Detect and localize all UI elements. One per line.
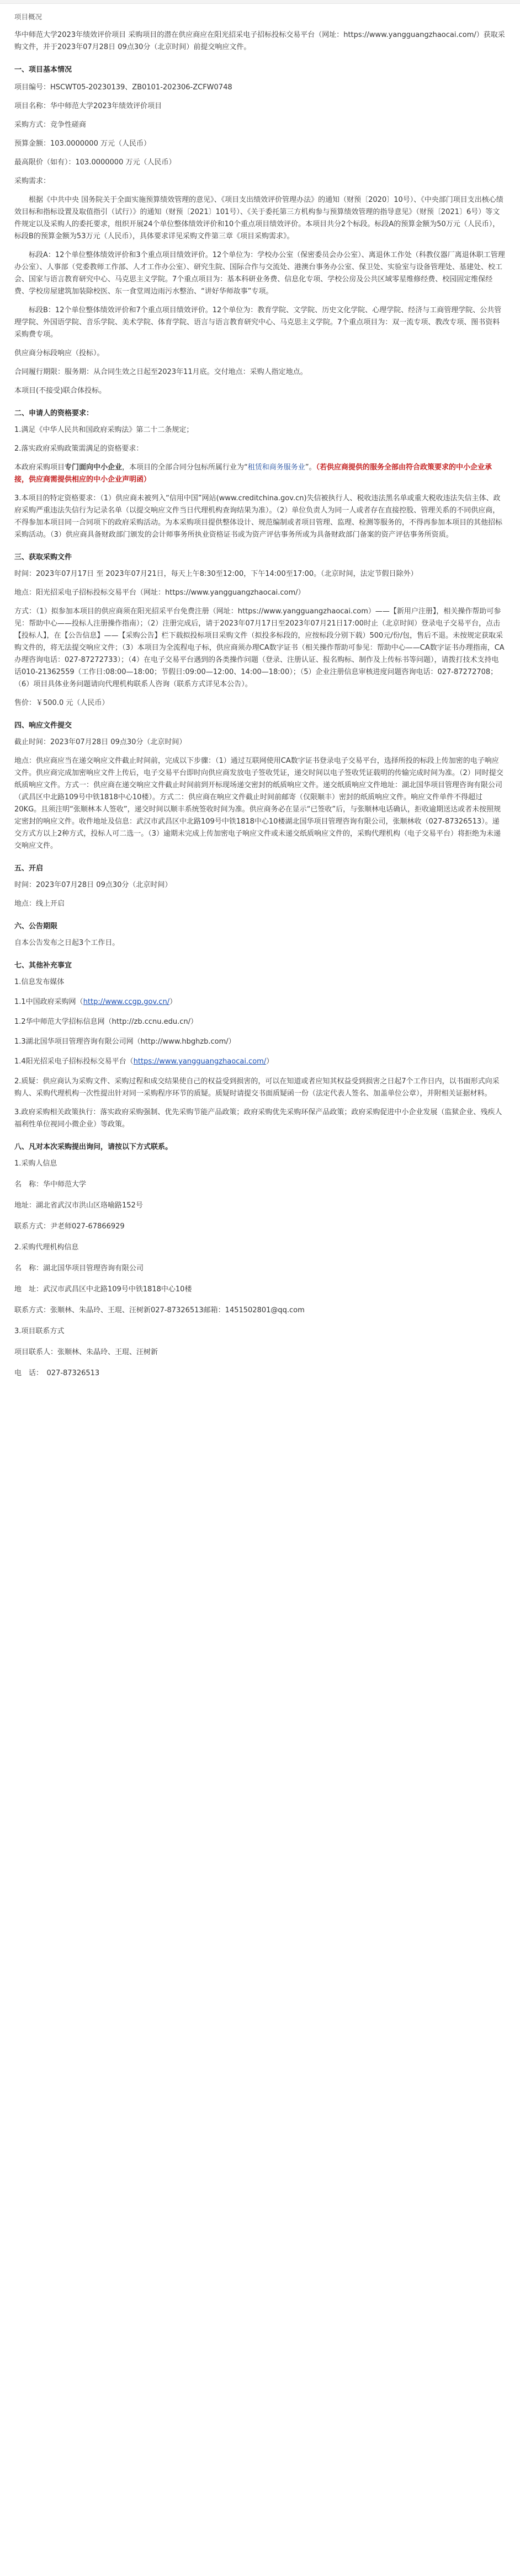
media-4-suffix: ）	[266, 1057, 274, 1066]
q2-text-a: 本政府采购项目	[14, 463, 65, 472]
media-1-suffix: ）	[169, 998, 177, 1006]
get-docs-method: 方式：（1）拟参加本项目的供应商须在阳光招采平台免费注册（网址：https://www.yangguangzhaocai.com）——【新用户注册】，相关操作帮助可参见：帮助中心——投标人注册操作指南）；（2）注册完成后，请于2023年07月17日至2023年07月21日17:00时止（北京时间）登录电子交易平台，点击【投标人】，在【公告信息】——【采购公告】栏下载拟投标项目采购文件（拟投多标段的，应按标段分别下载）500元/份/包，售后不退。未按规定获取采购文件的，将无法提交响应文件；（3）本项目为全流程电子标，供应商须办理CA数字证书（相关操作帮助可参见：帮助中心——CA数字证书办理指南，CA办理咨询电话：027-87272733）；（4）在电子交易平台遇到的各类操作问题（登录、注册认证、报名购标、制作及上传标书等问题），请拨打技术支持电话010-21362559（工作日:08:00—18:00；节假日:09:00—12:00、14:00—18:00）；（5）企业注册信息审核进度问题咨询电话：027-87272708；（6）项目具体业务问题请向代理机构联系人咨询（联系方式详见本公告）。	[14, 607, 505, 688]
section-7-title: 七、其他补充事宜	[14, 961, 72, 970]
q2-industry: 租赁和商务服务业	[247, 463, 305, 472]
section-8-title: 八、凡对本次采购提出询问，请按以下方式联系。	[14, 1143, 173, 1151]
get-docs-time: 时间：2023年07月17日 至 2023年07月21日，每天上午8:30至12:00，下午14:00至17:00。（北京时间，法定节假日除外）	[14, 570, 418, 578]
section-2-title: 二、申请人的资格要求：	[14, 409, 94, 418]
qualification-2-detail	[14, 462, 506, 486]
q2-text-e: ”。	[305, 463, 316, 472]
project-number: 项目编号：HSCWT05-20230139、ZB0101-202306-ZCFW0748	[14, 83, 232, 92]
q2-text-c: ，本项目的全部合同分包标所属行业为“	[122, 463, 248, 472]
media-1-prefix: 1.1中国政府采购网（	[14, 998, 83, 1006]
media-item-3: 1.3湖北国华项目管理咨询有限公司网（http://www.hbghzb.com/）	[14, 1038, 236, 1046]
section-5-title: 五、开启	[14, 864, 44, 873]
media-4-prefix: 1.4阳光招采电子招标投标交易平台（	[14, 1057, 134, 1066]
open-time: 时间：2023年07月28日 09点30分（北京时间）	[14, 881, 172, 889]
media-item-2: 1.2华中师范大学招标信息网（http://zb.ccnu.edu.cn/）	[14, 1018, 198, 1026]
q2-red-note: （若供应商提供的服务全部由符合政策要求的中小企业承接，供应商需提供相应的中小企业声明函）	[14, 463, 492, 484]
qualification-3: 3.本项目的特定资格要求：（1）供应商未被列入“信用中国”网站(www.creditchina.gov.cn)失信被执行人、税收违法黑名单或重大税收违法失信主体、政府采购严重违法失信行为记录名单（以提交响应文件当日代理机构查询结果为准）。（2）单位负责人为同一人或者存在直接控股、管理关系的不同供应商，不得参加本项目同一合同项下的政府采购活动。为本采购项目提供整体设计、规范编制或者项目管理、监理、检测等服务的，不得再参加本项目的其他招标采购活动。（3）供应商具备财政部门颁发的会计师事务所执业资格证书或为资产评估事务所或为具备财政部门备案的资产评估事务所资质。	[14, 494, 503, 539]
requirements-paragraph-1: 根据《中共中央 国务院关于全面实施预算绩效管理的意见》、《项目支出绩效评价管理办法》的通知（财预〔2020〕10号）、《中央部门项目支出核心绩效目标和指标设置及取值指引（试行）》的通知（财预〔2021〕101号）、《关于委托第三方机构参与预算绩效管理的指导意见》（财预〔2021〕6号）等文件规定以及采购人的委托要求，组织开展24个单位整体绩效评价和10个重点项目绩效评价。本项目共分2个标段。标段A的预算金额为50万元（人民币），标段B的预算金额为53万元（人民币），具体要求详见采购文件第三章《项目采购需求》。	[14, 196, 503, 241]
policy-note: 3.政府采购相关政策执行：落实政府采购强制、优先采购节能产品政策；政府采购优先采购环保产品政策；政府采购促进中小企业发展（监狱企业、残疾人福利性单位视同小微企业）等政策。	[14, 1108, 502, 1129]
agency-label: 2.采购代理机构信息	[14, 1243, 79, 1252]
project-contact-people: 项目联系人：张顺林、朱晶玲、王琨、汪树新	[14, 1348, 158, 1356]
requirements-paragraph-3: 标段B：12个单位整体绩效评价和7个重点项目绩效评价。12个单位为：教育学院、文学院、历史文化学院、心理学院、经济与工商管理学院、公共管理学院、外国语学院、音乐学院、美术学院、体育学院、语言与语言教育研究中心、马克思主义学院。7个重点项目为：双一流专项、教改专项、图书资料采购费专项。	[14, 306, 502, 339]
purchase-method: 采购方式：竞争性磋商	[14, 121, 87, 129]
breadcrumb: 项目概况	[14, 13, 43, 21]
buyer-address: 地址：湖北省武汉市洪山区珞喻路152号	[14, 1201, 143, 1210]
announcement-content	[0, 4, 520, 1380]
section-6-title: 六、公告期限	[14, 922, 58, 931]
buyer-label: 1.采购人信息	[14, 1159, 57, 1168]
top-bar	[0, 0, 520, 4]
q2-text-b: 专门面向中小企业	[65, 463, 123, 472]
project-contact-label: 3.项目联系方式	[14, 1327, 65, 1335]
requirements-label: 采购需求：	[14, 177, 51, 185]
agency-contact: 联系方式：张顺林、朱晶玲、王琨、汪树新027-87326513邮箱：1451502801@qq.com	[14, 1306, 305, 1314]
requirements-paragraph-2: 标段A：12个单位整体绩效评价和3个重点项目绩效评价。12个单位为：学校办公室（保密委员会办公室）、离退休工作处（科教仪器厂离退休职工管理办公室）、人事部（党委教师工作部、人才工作办公室）、研究生院、国际合作与交流处、港澳台事务办公室、保卫处、实验室与设备管理处、基建处、校工会、国家与语言教育研究中心、马克思主义学院。7个重点项目为：基本科研业务费、信息化专项、学校公房及公共区域零星维修经费、校园固定维保经费、学校房屋建筑加装除校医、东一食堂周边雨污水整治、“讲好华师故事”专项。	[14, 251, 505, 296]
media-item-1	[14, 996, 506, 1008]
agency-name: 名 称：湖北国华项目管理咨询有限公司	[14, 1264, 144, 1273]
yangguang-link[interactable]: https://www.yangguangzhaocai.com/	[133, 1057, 267, 1066]
buyer-name: 名 称：华中师范大学	[14, 1180, 87, 1189]
qualification-2: 2.落实政府采购政策需满足的资格要求：	[14, 445, 144, 453]
joint-bid-note: 本项目(不接受)联合体投标。	[14, 387, 107, 395]
agency-address: 地 址：武汉市武昌区中北路109号中铁1818中心10楼	[14, 1285, 192, 1294]
question-note: 2.质疑：供应商认为采购文件、采购过程和成交结果使自己的权益受到损害的，可以在知道或者应知其权益受到损害之日起7个工作日内，以书面形式向采购人、采购代理机构一次性提出针对同一采购程序环节的质疑。质疑时请提交书面质疑函一份（法定代表人签名、加盖单位公章），并附相关证据材料。	[14, 1077, 500, 1098]
project-name: 项目名称：华中师范大学2023年绩效评价项目	[14, 102, 162, 110]
qualification-1: 1.满足《中华人民共和国政府采购法》第二十二条规定；	[14, 426, 194, 434]
contract-term: 合同履行期限：服务期：从合同生效之日起至2023年11月底。交付地点：采购人指定地点。	[14, 368, 307, 376]
bid-by-lot-note: 供应商分标段响应（投标）。	[14, 349, 104, 357]
open-place: 地点：线上开启	[14, 900, 65, 908]
intro-paragraph: 华中师范大学2023年绩效评价项目 采购项目的潜在供应商应在阳光招采电子招标投标交易平台（网址：https://www.yangguangzhaocai.com/）获取采购文件，并于2023年07月28日 09点30分（北京时间）前提交响应文件。	[14, 31, 505, 51]
project-contact-phone: 电 话： 027-87326513	[14, 1369, 100, 1377]
get-docs-place: 地点：阳光招采电子招标投标交易平台（网址：https://www.yangguangzhaocai.com/）	[14, 589, 305, 597]
notice-period: 自本公告发布之日起3个工作日。	[14, 939, 120, 947]
media-label: 1.信息发布媒体	[14, 978, 65, 986]
submit-deadline: 截止时间：2023年07月28日 09点30分（北京时间）	[14, 738, 187, 746]
section-4-title: 四、响应文件提交	[14, 722, 72, 730]
budget-amount: 预算金额：103.0000000 万元（人民币）	[14, 140, 151, 148]
ccgp-link[interactable]: http://www.ccgp.gov.cn/	[83, 998, 170, 1006]
media-item-4	[14, 1056, 506, 1068]
doc-price: 售价：￥500.0 元（人民币）	[14, 699, 109, 707]
buyer-contact: 联系方式：尹老师027-67866929	[14, 1222, 125, 1231]
submit-place: 地点：供应商应当在递交响应文件截止时间前，完成以下步骤：（1）通过互联网使用CA数字证书登录电子交易平台，选择所投的标段上传加密的电子响应文件。供应商完成加密响应文件上传后，电子交易平台即时向供应商发放电子签收凭证，递交时间以电子签收凭证载明的传输完成时间为准。（2）同时提交纸质响应文件。方式一：供应商在递交响应文件截止时间前到开标现场递交密封的纸质响应文件。递交纸质响应文件地址：湖北国华项目管理咨询有限公司（武昌区中北路109号中铁1818中心10楼）。方式二：供应商在响应文件截止时间前邮寄（仅限顺丰）密封的纸质响应文件。响应文件单件不得超过20KG。且须注明“张顺林本人签收”，递交时间以顺丰系统签收时间为准。供应商务必在显示“已签收”后，与张顺林电话确认，拒收逾期送达或者未按照规定密封的响应文件。收件地址及信息：武汉市武昌区中北路109号中铁1818中心10楼湖北国华项目管理咨询有限公司，张顺林收（027-87326513）。递交方式方以上2种方式，投标人可二选一。（3）逾期未完成上传加密电子响应文件或未递交纸质响应文件的，采购代理机构（电子交易平台）将拒绝为未递交响应文件。	[14, 757, 503, 850]
max-price: 最高限价（如有）：103.0000000 万元（人民币）	[14, 158, 176, 167]
section-3-title: 三、获取采购文件	[14, 553, 72, 562]
section-1-title: 一、项目基本情况	[14, 66, 72, 74]
